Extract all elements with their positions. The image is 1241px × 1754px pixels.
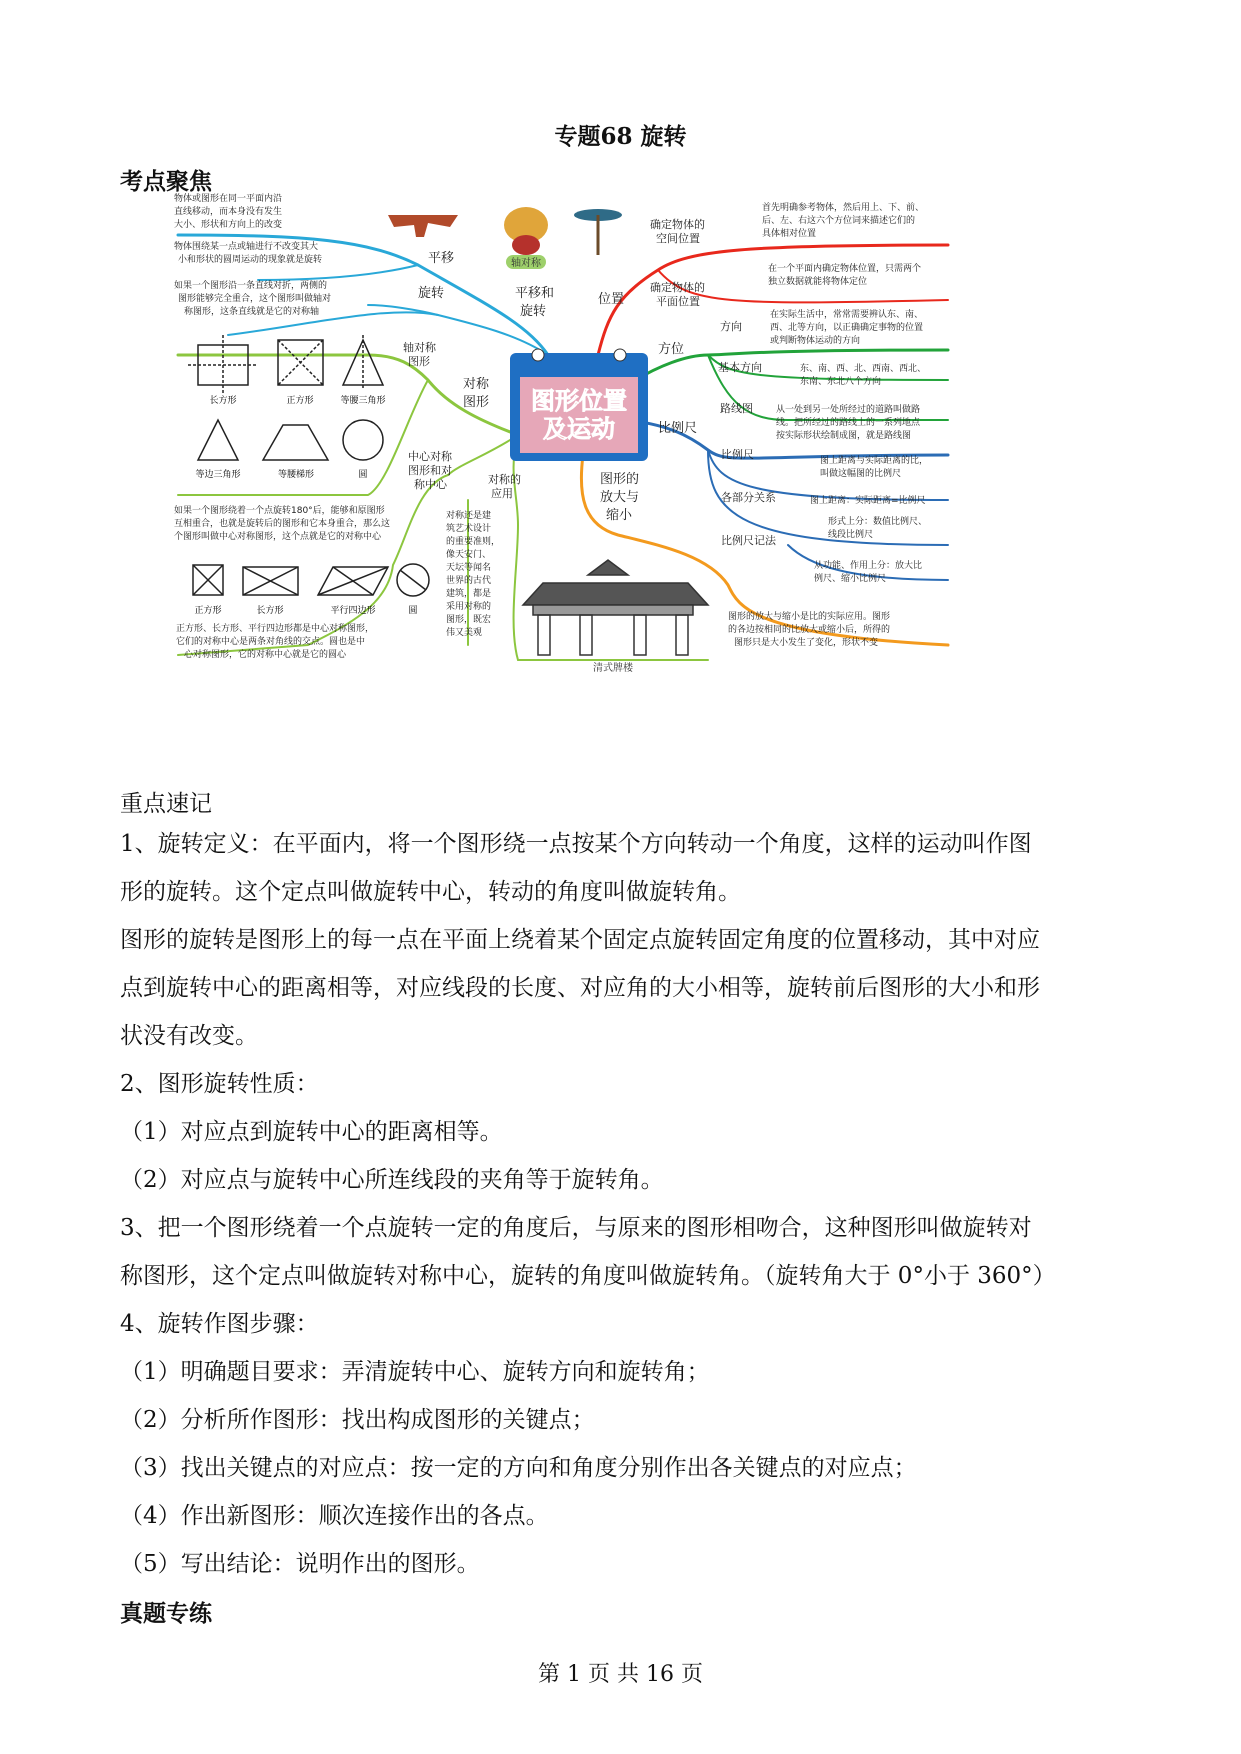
note-line-7: （1）对应点到旋转中心的距离相等。: [120, 1119, 503, 1145]
archway-picture: [523, 560, 708, 655]
note-use-2: 例尺、缩小比例尺: [814, 574, 887, 584]
center-line-1: 图形位置: [531, 387, 627, 415]
center-shape-label-2: 长方形: [256, 606, 284, 616]
note-line-15: （4）作出新图形：顺次连接作出的各点。: [120, 1503, 549, 1529]
note-sym-app-9: 图形，既宏: [446, 615, 492, 625]
topic-enlarge-2: 放大与: [600, 490, 640, 505]
note-line-5: 状没有改变。: [120, 1023, 258, 1049]
center-line-2: 及运动: [543, 415, 615, 443]
symmetry-pictures: [388, 207, 622, 269]
topic-route-map: 路线图: [720, 402, 753, 415]
center-shape-label-4: 圆: [408, 606, 418, 616]
note-line-4: 点到旋转中心的距离相等，对应线段的长度、对应角的大小相等，旋转前后图形的大小和形: [120, 975, 1040, 1001]
shape-label-5: 等腰梯形: [277, 470, 315, 480]
note-dir-3: 或判断物体运动的方向: [770, 336, 861, 346]
notes-body: [120, 820, 1125, 1588]
note-basic-1: 东、南、西、北、西南、西北、: [800, 364, 927, 374]
center-node: [510, 349, 648, 461]
note-translate-2: 直线移动，而本身没有发生: [174, 207, 283, 217]
note-line-6: 2、图形旋转性质：: [120, 1071, 319, 1097]
gate-caption: 清式牌楼: [593, 663, 633, 674]
note-translate-1: 物体或图形在同一平面内沿: [174, 194, 283, 204]
note-basic-2: 东南、东北八个方向: [800, 377, 882, 387]
note-line-16: （5）写出结论：说明作出的图形。: [120, 1551, 480, 1577]
topic-rotate: 旋转: [418, 286, 445, 301]
topic-axis-sym-2: 图形: [408, 355, 430, 368]
note-sym-app-10: 伟又美观: [446, 628, 483, 638]
topic-sym-app-2: 应用: [491, 487, 513, 500]
center-shape-label-1: 正方形: [194, 606, 222, 616]
topic-symmetry-1: 对称: [463, 377, 490, 392]
note-sym-app-4: 像天安门、: [446, 550, 492, 560]
topic-spatial-1: 确定物体的: [650, 218, 705, 231]
note-rotate-1: 物体围绕某一点或轴进行不改变其大: [174, 242, 319, 252]
topic-direction: 方位: [658, 342, 685, 357]
topic-plane-2: 平面位置: [656, 295, 700, 308]
center-shapes: [193, 564, 429, 596]
note-line-3: 图形的旋转是图形上的每一点在平面上绕着某个固定点旋转固定角度的位置移动，其中对应: [120, 927, 1040, 953]
note-part-1: 图上距离：实际距离=比例尺: [810, 496, 926, 506]
note-spatial-2: 后、左、右这六个方位词来描述它们的: [762, 216, 916, 226]
axis-badge: 轴对称: [511, 258, 541, 269]
note-dir-1: 在实际生活中，常常需要辨认东、南、: [770, 310, 924, 320]
topic-scale-method: 比例尺记法: [721, 534, 776, 547]
note-sym-app-6: 世界的古代: [446, 576, 492, 586]
topic-part-rel: 各部分关系: [721, 491, 776, 504]
note-use-1: 从功能、作用上分：放大比: [814, 561, 923, 571]
page-footer: 第 1 页 共 16 页: [538, 1662, 703, 1687]
note-axis-2: 图形能够完全重合，这个图形叫做轴对: [178, 294, 332, 304]
note-axis-1: 如果一个图形沿一条直线对折，两侧的: [174, 281, 328, 291]
shape-label-4: 等边三角形: [195, 470, 241, 480]
note-center-shapes-1: 正方形、长方形、平行四边形都是中心对称图形，: [176, 624, 375, 634]
note-line-12: （1）明确题目要求：弄清旋转中心、旋转方向和旋转角；: [120, 1359, 710, 1385]
topic-dir-sub: 方向: [720, 320, 742, 333]
topic-spatial-2: 空间位置: [656, 232, 700, 245]
note-route-2: 线。把所经过的路线上的一系列地点: [776, 418, 921, 428]
topic-translate-rotate-1: 平移和: [515, 286, 555, 301]
topic-center-sym-1: 中心对称: [408, 450, 452, 463]
note-spatial-3: 具体相对位置: [762, 229, 817, 239]
topic-scale-sub: 比例尺: [721, 448, 754, 461]
note-sym-app-3: 的重要准则，: [446, 537, 501, 547]
topic-translate: 平移: [428, 251, 455, 266]
topic-symmetry-2: 图形: [463, 395, 490, 410]
note-line-14: （3）找出关键点的对应点：按一定的方向和角度分别作出各关键点的对应点；: [120, 1455, 917, 1481]
note-plane-1: 在一个平面内确定物体位置，只需两个: [768, 264, 922, 274]
note-dir-2: 西、北等方向，以正确确定事物的位置: [770, 323, 924, 333]
note-line-13: （2）分析所作图形：找出构成图形的关键点；: [120, 1407, 595, 1433]
note-form-1: 形式上分：数值比例尺、: [828, 517, 928, 527]
note-sym-app-2: 筑艺术设计: [446, 524, 492, 534]
shape-label-3: 等腰三角形: [340, 396, 386, 406]
note-form-2: 线段比例尺: [828, 530, 874, 540]
note-enlarge-1: 图形的放大与缩小是比的实际应用。图形: [728, 612, 891, 622]
note-plane-2: 独立数据就能将物体定位: [768, 277, 868, 287]
topic-enlarge-1: 图形的: [600, 472, 640, 487]
center-shape-label-3: 平行四边形: [330, 606, 376, 616]
topic-plane-1: 确定物体的: [650, 281, 705, 294]
note-route-3: 按实际形状绘制成图，就是路线图: [776, 431, 912, 441]
note-line-1: 1、旋转定义：在平面内，将一个图形绕一点按某个方向转动一个角度，这样的运动叫作图: [120, 831, 1032, 857]
note-center-2: 互相重合，也就是旋转后的图形和它本身重合，那么这: [174, 519, 391, 529]
topic-translate-rotate-2: 旋转: [520, 304, 547, 319]
topic-position: 位置: [598, 292, 625, 307]
note-center-shapes-3: 心对称图形，它的对称中心就是它的圆心: [184, 650, 347, 660]
topic-center-sym-2: 图形和对: [408, 464, 452, 477]
section-heading-focus: 考点聚焦: [120, 168, 212, 195]
topic-enlarge-3: 缩小: [606, 508, 633, 523]
topic-basic-dir: 基本方向: [718, 361, 762, 374]
shape-label-2: 正方形: [286, 396, 314, 406]
note-line-8: （2）对应点与旋转中心所连线段的夹角等于旋转角。: [120, 1167, 664, 1193]
shape-label-1: 长方形: [209, 396, 237, 406]
note-scale-1: 图上距离与实际距离的比，: [820, 456, 929, 466]
section-heading-notes: 重点速记: [120, 791, 212, 817]
shape-label-6: 圆: [358, 470, 368, 480]
note-line-10: 称图形，这个定点叫做旋转对称中心，旋转的角度叫做旋转角。（旋转角大于 0°小于 360°）: [120, 1263, 1056, 1289]
note-scale-2: 叫做这幅图的比例尺: [820, 469, 902, 479]
topic-scale: 比例尺: [658, 421, 698, 436]
note-center-1: 如果一个图形绕着一个点旋转180°后，能够和原图形: [174, 506, 385, 516]
note-line-2: 形的旋转。这个定点叫做旋转中心，转动的角度叫做旋转角。: [120, 879, 741, 905]
mind-map: [174, 194, 1048, 675]
section-heading-practice: 真题专练: [120, 1600, 212, 1627]
note-center-3: 个图形叫做中心对称图形，这个点就是它的对称中心: [174, 532, 382, 542]
page-title: 专题68 旋转: [554, 123, 687, 150]
note-enlarge-3: 图形只是大小发生了变化，形状不变: [734, 638, 879, 648]
topic-center-sym-3: 称中心: [414, 478, 447, 491]
note-line-11: 4、旋转作图步骤：: [120, 1311, 319, 1337]
note-axis-3: 称图形，这条直线就是它的对称轴: [184, 307, 320, 317]
note-rotate-2: 小和形状的圆周运动的现象就是旋转: [178, 255, 323, 265]
topic-sym-app-1: 对称的: [488, 473, 521, 486]
note-sym-app-5: 天坛等闻名: [446, 563, 492, 573]
note-center-shapes-2: 它们的对称中心是两条对角线的交点。圆也是中: [176, 637, 366, 647]
note-enlarge-2: 的各边按相同的比放大或缩小后，所得的: [728, 625, 891, 635]
note-route-1: 从一处到另一处所经过的道路叫做路: [776, 405, 921, 415]
note-translate-3: 大小、形状和方向上的改变: [174, 220, 283, 230]
note-sym-app-7: 建筑，都是: [446, 589, 492, 599]
note-spatial-1: 首先明确参考物体，然后用上、下、前、: [762, 203, 925, 213]
note-sym-app-1: 对称还是建: [446, 511, 492, 521]
note-sym-app-8: 采用对称的: [446, 602, 492, 612]
topic-axis-sym-1: 轴对称: [403, 341, 436, 354]
note-line-9: 3、把一个图形绕着一个点旋转一定的角度后，与原来的图形相吻合，这种图形叫做旋转对: [120, 1215, 1032, 1241]
